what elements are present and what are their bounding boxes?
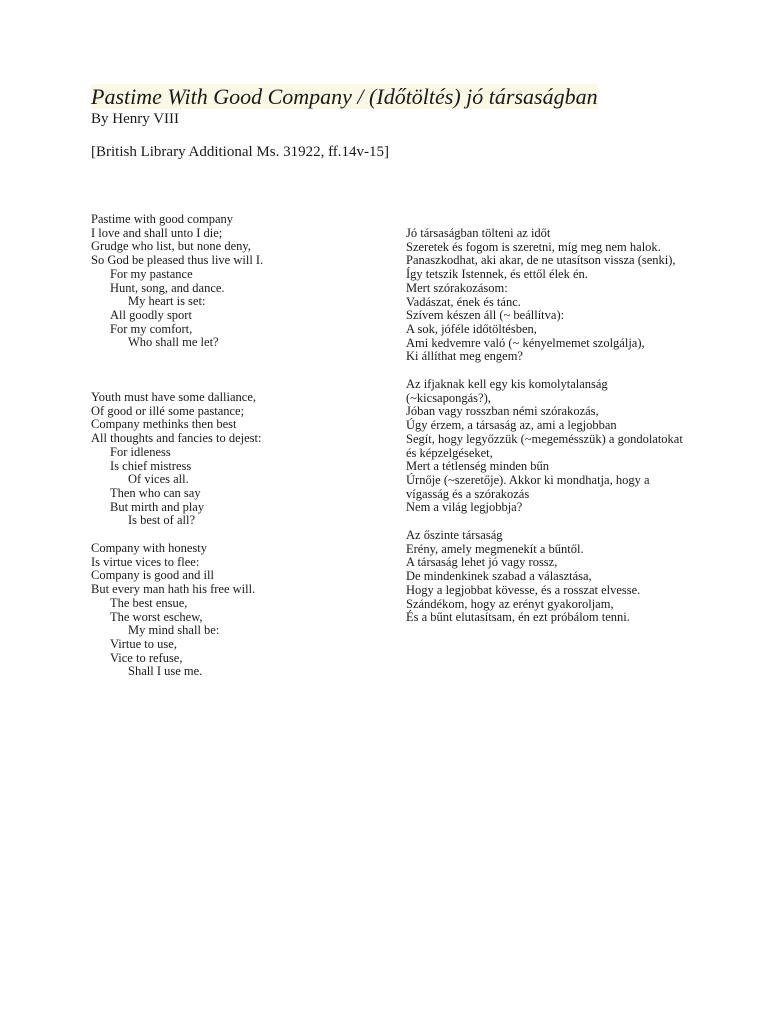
hungarian-poem-line: Panaszkodhat, aki akar, de ne utasítson vissza (senki),: [406, 253, 676, 268]
english-poem-line: Virtue to use,: [110, 636, 177, 651]
hungarian-poem-line: Nem a világ legjobbja?: [406, 500, 523, 515]
hungarian-poem-line: Úrnője (~szeretője). Akkor ki mondhatja, hogy a vígasság és a szórakozás: [406, 472, 650, 501]
english-poem-line: Shall I use me.: [128, 664, 203, 679]
english-poem-line: All thoughts and fancies to dejest:: [91, 431, 262, 446]
english-stanza: [91, 391, 371, 528]
hungarian-stanza: [406, 227, 691, 364]
english-poem-line: Grudge who list, but none deny,: [91, 239, 251, 254]
hungarian-poem-line: Így tetszik Istennek, és ettől élek én.: [406, 267, 588, 282]
hungarian-poem-line: Jóban vagy rosszban némi szórakozás,: [406, 404, 599, 419]
hungarian-poem-line: Hogy a legjobbat kövesse, és a rosszat elvesse.: [406, 582, 641, 597]
english-poem-line: Company with honesty: [91, 541, 207, 556]
english-poem-line: So God be pleased thus live will I.: [91, 253, 264, 268]
hungarian-poem-column: [406, 227, 691, 625]
document-title: [91, 84, 691, 110]
hungarian-poem-line: Jó társaságban tölteni az időt: [406, 226, 551, 240]
english-poem-line: Is chief mistress: [110, 458, 192, 473]
english-poem-line: My heart is set:: [128, 294, 206, 309]
hungarian-poem-line: A társaság lehet jó vagy rossz,: [406, 555, 558, 570]
english-poem-column: [91, 213, 371, 679]
hungarian-poem-line: Vadászat, ének és tánc.: [406, 294, 521, 309]
hungarian-poem-line: És a bűnt elutasítsam, én ezt próbálom tenni.: [406, 610, 630, 625]
english-poem-line: Company is good and ill: [91, 568, 214, 583]
english-poem-line: But every man hath his free will.: [91, 582, 256, 597]
english-poem-line: I love and shall unto I die;: [91, 225, 223, 240]
english-poem-line: But mirth and play: [110, 499, 205, 514]
hungarian-poem-line: Szeretek és fogom is szeretni, míg meg nem halok.: [406, 239, 661, 254]
document-page: [91, 84, 691, 679]
english-poem-line: My mind shall be:: [128, 623, 220, 638]
hungarian-stanza: [406, 378, 691, 515]
document-source: [British Library Additional Ms. 31922, ff.14v-15]: [91, 144, 390, 160]
english-poem-line: For idleness: [110, 444, 171, 459]
hungarian-stanza: [406, 529, 691, 625]
hungarian-poem-line: Erény, amely megmenekít a bűntől.: [406, 541, 584, 556]
english-poem-line: Youth must have some dalliance,: [91, 390, 257, 405]
english-poem-line: Of vices all.: [128, 472, 189, 487]
english-poem-line: Is virtue vices to flee:: [91, 554, 200, 569]
english-poem-line: The best ensue,: [110, 595, 188, 610]
english-poem-line: Then who can say: [110, 485, 201, 500]
hungarian-poem-line: Úgy érzem, a társaság az, ami a legjobban: [406, 418, 617, 433]
english-poem-line: Hunt, song, and dance.: [110, 280, 225, 295]
english-poem-line: For my pastance: [110, 266, 193, 281]
english-poem-line: Who shall me let?: [128, 335, 219, 350]
english-poem-line: Company methinks then best: [91, 417, 237, 432]
hungarian-poem-line: Mert a tétlenség minden bűn: [406, 459, 550, 474]
hungarian-poem-line: Ami kedvemre való (~ kényelmemet szolgálja),: [406, 335, 645, 350]
hungarian-poem-line: A sok, jóféle időtöltésben,: [406, 321, 537, 336]
english-stanza: [91, 213, 371, 350]
hungarian-poem-line: Ki állíthat meg engem?: [406, 349, 523, 364]
hungarian-poem-line: De mindenkinek szabad a választása,: [406, 569, 592, 584]
hungarian-poem-line: Mert szórakozásom:: [406, 280, 508, 295]
hungarian-poem-line: Az ifjaknak kell egy kis komolytalanság (~kicsapongás?),: [406, 377, 608, 405]
english-poem-line: For my comfort,: [110, 321, 193, 336]
hungarian-poem-line: Segít, hogy legyőzzük (~megemésszük) a gondolatokat és képzelgéseket,: [406, 431, 683, 460]
english-poem-line: Of good or illé some pastance;: [91, 403, 245, 418]
english-poem-line: The worst eschew,: [110, 609, 203, 624]
english-stanza: [91, 542, 371, 679]
english-poem-line: Vice to refuse,: [110, 650, 183, 665]
hungarian-poem-line: Szívem készen áll (~ beállítva):: [406, 308, 565, 323]
document-title-text: Pastime With Good Company / (Időtöltés) jó társaságban: [91, 84, 598, 109]
english-poem-line: Pastime with good company: [91, 212, 233, 226]
english-poem-line: Is best of all?: [128, 513, 195, 528]
document-author: By Henry VIII: [91, 111, 180, 127]
hungarian-poem-line: Szándékom, hogy az erényt gyakoroljam,: [406, 596, 614, 611]
hungarian-poem-line: Az őszinte társaság: [406, 528, 503, 543]
english-poem-line: All goodly sport: [110, 307, 192, 322]
